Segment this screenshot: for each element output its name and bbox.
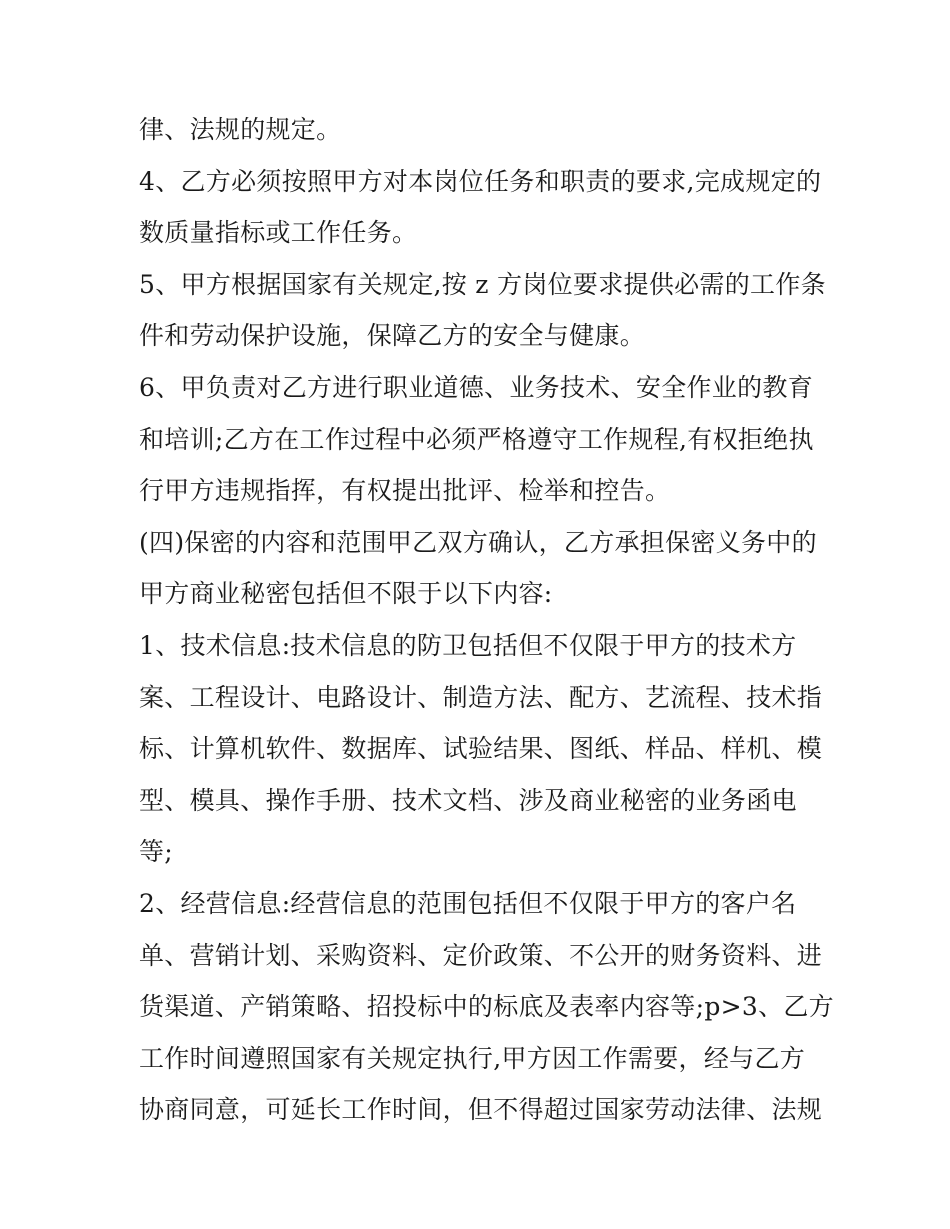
text-line: 5、甲方根据国家有关规定,按 z 方岗位要求提供必需的工作条	[139, 269, 826, 299]
text-line: 2、经营信息:经营信息的范围包括但不仅限于甲方的客户名	[139, 888, 797, 918]
text-line: 律、法规的规定。	[139, 115, 342, 144]
text-line: 和培训;乙方在工作过程中必须严格遵守工作规程,有权拒绝执	[139, 424, 814, 454]
text-line: 标、计算机软件、数据库、试验结果、图纸、样品、样机、模	[139, 734, 823, 764]
text-line: 案、工程设计、电路设计、制造方法、配方、艺流程、技术指	[139, 682, 823, 712]
text-line: 协商同意，可延长工作时间，但不得超过国家劳动法律、法规	[139, 1095, 823, 1125]
text-line: 单、营销计划、采购资料、定价政策、不公开的财务资料、进	[139, 940, 823, 970]
text-line: 行甲方违规指挥，有权提出批评、检举和控告。	[139, 476, 671, 506]
text-line: 6、甲负责对乙方进行职业道德、业务技术、安全作业的教育	[139, 372, 814, 402]
text-line: 4、乙方必须按照甲方对本岗位任务和职责的要求,完成规定的	[139, 166, 822, 196]
text-line: 数质量指标或工作任务。	[139, 218, 418, 248]
text-line: (四)保密的内容和范围甲乙双方确认，乙方承担保密义务中的	[139, 527, 817, 557]
text-line: 等;	[139, 837, 174, 867]
text-line: 1、技术信息:技术信息的防卫包括但不仅限于甲方的技术方	[139, 630, 797, 660]
text-line: 工作时间遵照国家有关规定执行,甲方因工作需要，经与乙方	[139, 1043, 806, 1073]
document-body	[139, 104, 834, 1136]
text-line: 件和劳动保护设施，保障乙方的安全与健康。	[139, 321, 646, 351]
text-line: 货渠道、产销策略、招投标中的标底及表率内容等;p>3、乙方	[139, 992, 834, 1022]
text-line: 甲方商业秘密包括但不限于以下内容:	[139, 579, 553, 609]
text-line: 型、模具、操作手册、技术文档、涉及商业秘密的业务函电	[139, 785, 797, 815]
